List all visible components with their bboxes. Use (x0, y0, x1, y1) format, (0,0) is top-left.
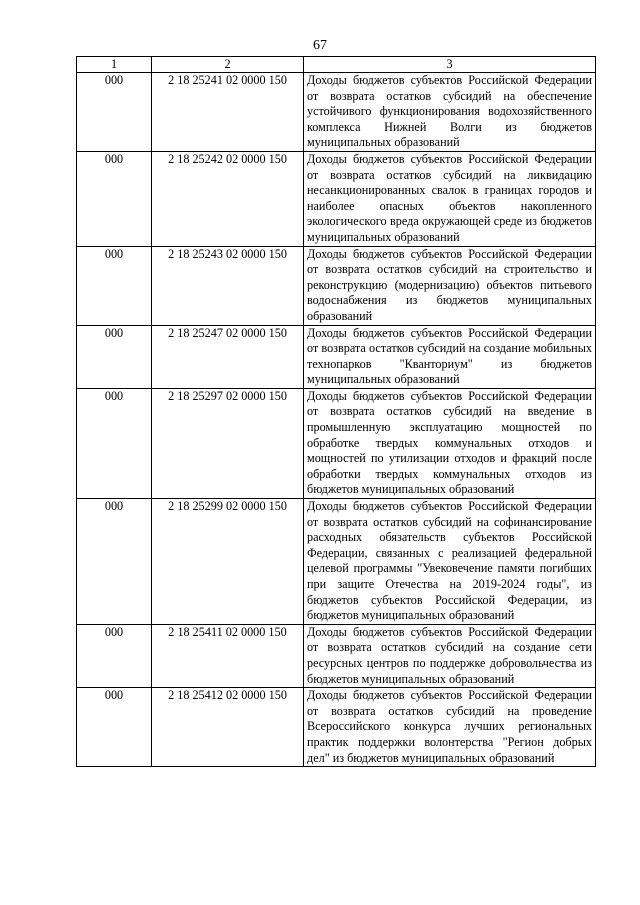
budget-code-cell: 2 18 25241 02 0000 150 (152, 73, 304, 152)
admin-code-cell: 000 (77, 388, 152, 498)
admin-code-cell: 000 (77, 688, 152, 767)
budget-code-cell: 2 18 25247 02 0000 150 (152, 325, 304, 388)
budget-code-cell: 2 18 25412 02 0000 150 (152, 688, 304, 767)
budget-code-cell: 2 18 25411 02 0000 150 (152, 624, 304, 687)
description-cell: Доходы бюджетов субъектов Российской Федерации от возврата остатков субсидий на софинансирование расходных обязательств субъектов Российской Федерации, связанных с реализацией федеральной целевой программы "Увековечение памяти погибших при защите Отечества на 2019-2024 годы", из бюджетов субъектов Российской Федерации, из бюджетов муниципальных образований (304, 499, 596, 625)
table-row (77, 688, 596, 767)
description-cell: Доходы бюджетов субъектов Российской Федерации от возврата остатков субсидий на создание мобильных технопарков "Кванториум" из бюджетов муниципальных образований (304, 325, 596, 388)
budget-code-cell: 2 18 25299 02 0000 150 (152, 499, 304, 625)
column-header-3: 3 (304, 57, 596, 73)
table-header-row (77, 57, 596, 73)
budget-codes-table (76, 56, 596, 767)
table-row (77, 151, 596, 246)
budget-code-cell: 2 18 25243 02 0000 150 (152, 246, 304, 325)
description-cell: Доходы бюджетов субъектов Российской Федерации от возврата остатков субсидий на введение в промышленную эксплуатацию мощностей по обработке твердых коммунальных отходов и мощностей по утилизации отходов и фракций после обработки твердых коммунальных отходов из бюджетов муниципальных образований (304, 388, 596, 498)
admin-code-cell: 000 (77, 325, 152, 388)
description-cell: Доходы бюджетов субъектов Российской Федерации от возврата остатков субсидий на строительство и реконструкцию (модернизацию) объектов питьевого водоснабжения из бюджетов муниципальных образований (304, 246, 596, 325)
admin-code-cell: 000 (77, 151, 152, 246)
table-row (77, 325, 596, 388)
table-row (77, 388, 596, 498)
description-cell: Доходы бюджетов субъектов Российской Федерации от возврата остатков субсидий на ликвидацию несанкционированных свалок в границах городов и наиболее опасных объектов накопленного экологического вреда окружающей среде из бюджетов муниципальных образований (304, 151, 596, 246)
budget-code-cell: 2 18 25297 02 0000 150 (152, 388, 304, 498)
column-header-1: 1 (77, 57, 152, 73)
table-row (77, 624, 596, 687)
budget-code-cell: 2 18 25242 02 0000 150 (152, 151, 304, 246)
description-cell: Доходы бюджетов субъектов Российской Федерации от возврата остатков субсидий на создание сети ресурсных центров по поддержке добровольчества из бюджетов муниципальных образований (304, 624, 596, 687)
admin-code-cell: 000 (77, 246, 152, 325)
admin-code-cell: 000 (77, 499, 152, 625)
description-cell: Доходы бюджетов субъектов Российской Федерации от возврата остатков субсидий на обеспечение устойчивого функционирования водохозяйственного комплекса Нижней Волги из бюджетов муниципальных образований (304, 73, 596, 152)
table-row (77, 246, 596, 325)
column-header-2: 2 (152, 57, 304, 73)
table-row (77, 499, 596, 625)
page-number: 67 (313, 38, 327, 53)
admin-code-cell: 000 (77, 73, 152, 152)
table-row (77, 73, 596, 152)
description-cell: Доходы бюджетов субъектов Российской Федерации от возврата остатков субсидий на проведение Всероссийского конкурса лучших региональных практик поддержки волонтерства "Регион добрых дел" из бюджетов муниципальных образований (304, 688, 596, 767)
admin-code-cell: 000 (77, 624, 152, 687)
